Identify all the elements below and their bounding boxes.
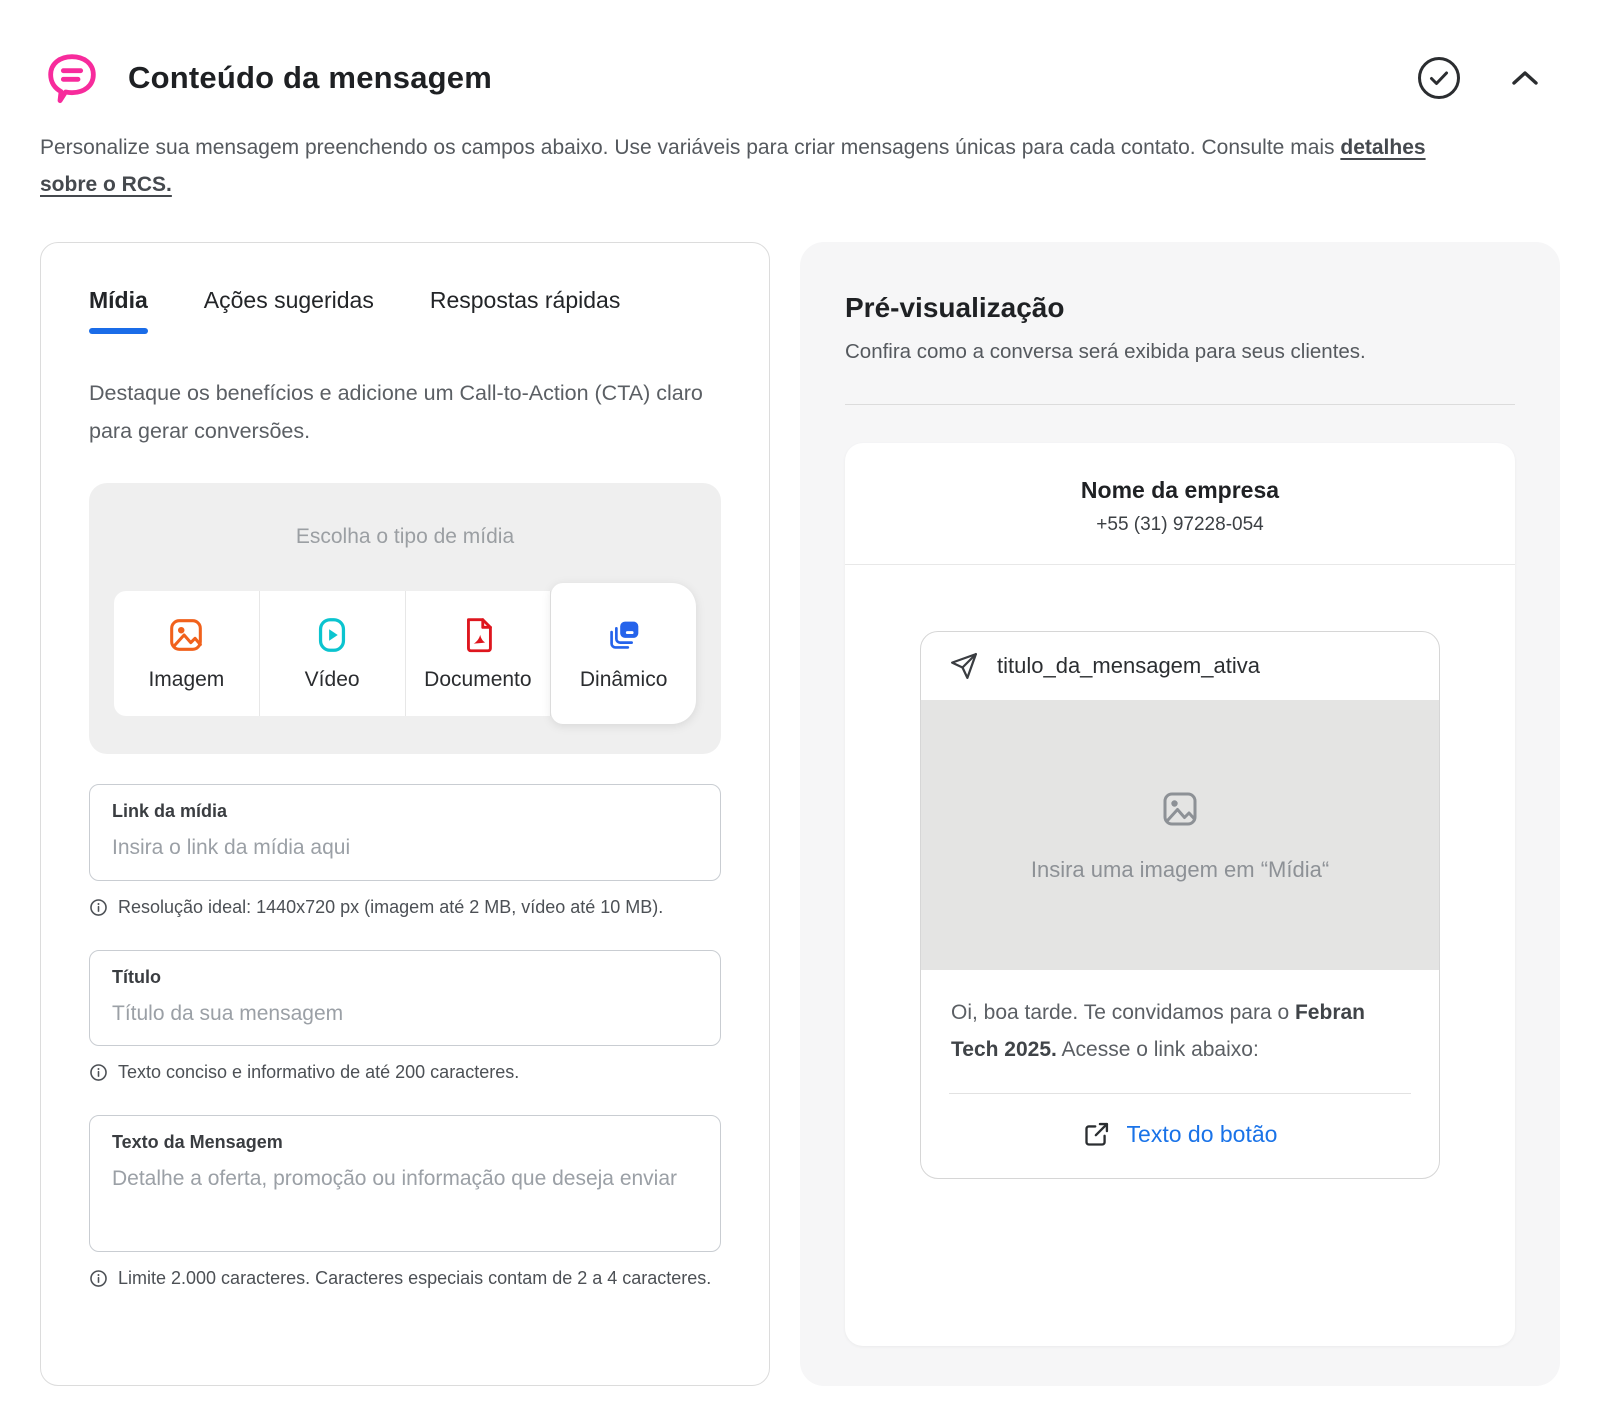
send-icon — [949, 651, 979, 681]
media-option-label: Dinâmico — [579, 668, 668, 692]
header-actions — [1416, 55, 1560, 101]
media-option-label: Vídeo — [304, 668, 360, 692]
preview-subtitle: Confira como a conversa será exibida para seus clientes. — [845, 339, 1366, 363]
pdf-icon — [457, 614, 499, 656]
message-body — [921, 970, 1439, 1070]
message-text-field[interactable] — [89, 1115, 721, 1252]
video-icon — [311, 614, 353, 656]
page-title: Conteúdo da mensagem — [128, 60, 492, 95]
message-text-hint-text: Limite 2.000 caracteres. Caracteres especiais contam de 2 a 4 caracteres. — [118, 1268, 712, 1289]
media-link-label: Link da mídia — [112, 800, 228, 821]
panel-header — [40, 40, 1560, 110]
image-placeholder-area — [921, 700, 1439, 970]
company-phone: +55 (31) 97228-054 — [1096, 513, 1264, 535]
media-options-row — [114, 583, 696, 724]
info-icon — [89, 898, 108, 917]
collapse-chevron-up-icon[interactable] — [1508, 67, 1542, 89]
title-input[interactable] — [112, 996, 698, 1032]
message-bubble-header — [921, 632, 1439, 700]
conversation-preview-card — [845, 443, 1515, 1346]
tab-active-underline — [89, 328, 148, 334]
preview-divider — [845, 404, 1515, 405]
message-text-group — [89, 1115, 721, 1289]
external-link-icon — [1083, 1120, 1111, 1148]
tab-midia-label: Mídia — [89, 286, 148, 313]
media-option-imagem[interactable] — [114, 591, 260, 716]
info-icon — [89, 1063, 108, 1082]
media-link-group — [89, 784, 721, 918]
media-option-documento[interactable] — [406, 591, 552, 716]
info-icon — [89, 1269, 108, 1288]
media-link-input[interactable] — [112, 830, 698, 866]
tab-respostas-rapidas[interactable] — [430, 287, 621, 334]
message-body-part2: Acesse o link abaixo: — [1056, 1038, 1259, 1062]
media-picker-title: Escolha o tipo de mídia — [295, 524, 515, 548]
message-text-label: Texto da Mensagem — [112, 1132, 283, 1153]
editor-tabs — [89, 287, 721, 334]
media-type-picker — [89, 483, 721, 754]
company-name: Nome da empresa — [1080, 476, 1280, 503]
tab-description: Destaque os benefícios e adicione um Call-to-Action (CTA) claro para gerar conversões. — [89, 380, 703, 444]
tab-acoes-label: Ações sugeridas — [203, 286, 374, 313]
message-editor-card — [40, 242, 770, 1386]
section-complete-check-icon[interactable] — [1416, 55, 1462, 101]
title-hint — [89, 1062, 721, 1083]
image-placeholder-icon — [1158, 787, 1202, 831]
tab-midia[interactable] — [89, 287, 148, 334]
media-option-label: Imagem — [148, 668, 225, 692]
message-title: titulo_da_mensagem_ativa — [997, 652, 1260, 678]
media-link-field[interactable] — [89, 784, 721, 881]
preview-title: Pré-visualização — [845, 291, 1065, 323]
company-header — [845, 443, 1515, 565]
preview-panel — [800, 242, 1560, 1386]
media-option-dinamico[interactable] — [551, 583, 696, 724]
media-option-video[interactable] — [260, 591, 406, 716]
image-placeholder-caption: Insira uma imagem em “Mídia“ — [1030, 856, 1330, 882]
media-link-hint-text: Resolução ideal: 1440x720 px (imagem até 2 MB, vídeo até 10 MB). — [118, 896, 664, 917]
title-field[interactable] — [89, 950, 721, 1047]
cta-button-label: Texto do botão — [1126, 1120, 1278, 1147]
tab-respostas-label: Respostas rápidas — [429, 286, 621, 313]
cta-button[interactable] — [921, 1094, 1439, 1178]
image-icon — [165, 614, 207, 656]
layers-icon — [603, 614, 645, 656]
chat-bubble-icon — [40, 46, 104, 110]
panel-description — [40, 130, 1470, 204]
message-bubble — [920, 631, 1440, 1180]
title-hint-text: Texto conciso e informativo de até 200 caracteres. — [118, 1062, 520, 1083]
tab-underline-placeholder — [204, 328, 374, 334]
media-link-hint — [89, 897, 721, 918]
message-body-bold: Febran Tech 2025. — [951, 1000, 1365, 1062]
tab-underline-placeholder — [430, 328, 621, 334]
title-label: Título — [112, 966, 161, 987]
media-option-label: Documento — [424, 668, 532, 692]
message-text-hint — [89, 1268, 721, 1289]
rcs-details-link[interactable]: detalhes sobre o RCS. — [40, 136, 1426, 196]
message-body-part1: Oi, boa tarde. Te convidamos para o — [951, 1000, 1295, 1024]
title-group — [89, 950, 721, 1084]
panel-description-text: Personalize sua mensagem preenchendo os campos abaixo. Use variáveis para criar mensagens únicas para cada contato. Consulte mais — [40, 136, 1341, 159]
tab-acoes-sugeridas[interactable] — [204, 287, 374, 334]
message-text-input[interactable] — [112, 1161, 698, 1237]
